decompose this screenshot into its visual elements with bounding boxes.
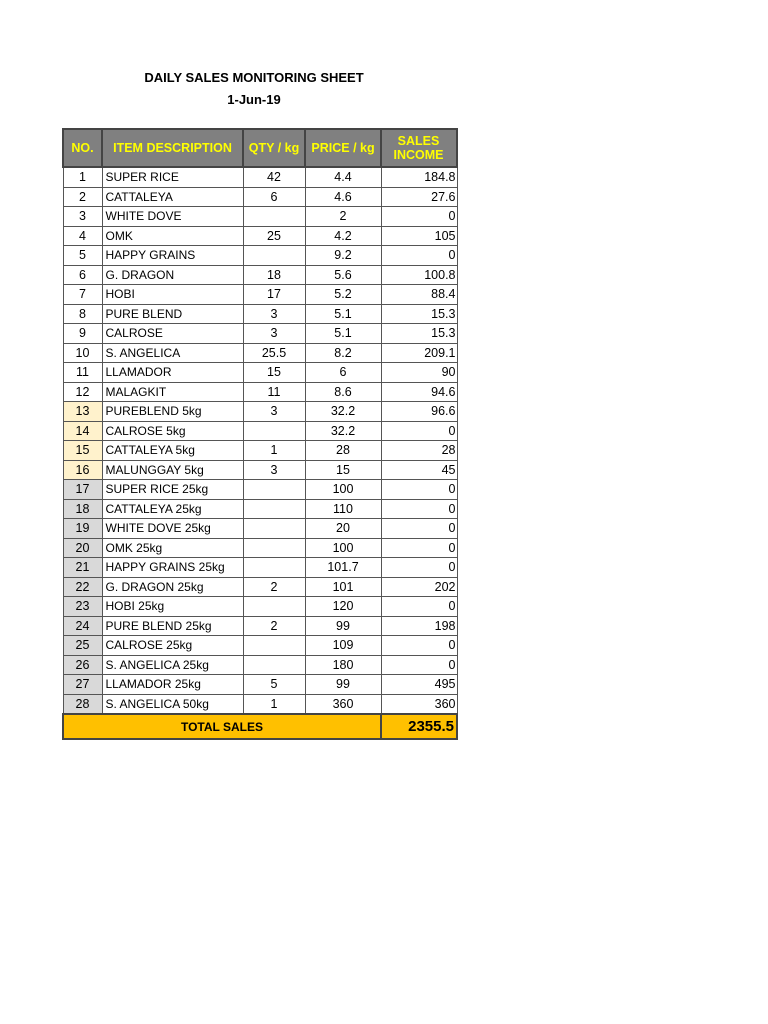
row-sales-income: 28	[381, 441, 457, 461]
row-item-description: PURE BLEND	[102, 304, 243, 324]
row-sales-income: 198	[381, 616, 457, 636]
table-row	[63, 207, 457, 227]
row-no: 15	[63, 441, 102, 461]
row-qty: 3	[243, 304, 305, 324]
row-sales-income: 27.6	[381, 187, 457, 207]
table-row	[63, 636, 457, 656]
row-item-description: MALAGKIT	[102, 382, 243, 402]
row-sales-income: 96.6	[381, 402, 457, 422]
row-item-description: MALUNGGAY 5kg	[102, 460, 243, 480]
row-qty: 11	[243, 382, 305, 402]
row-sales-income: 0	[381, 519, 457, 539]
header-sales-income-line1: SALES	[397, 134, 440, 148]
header-no: NO.	[63, 129, 102, 167]
row-no: 28	[63, 694, 102, 714]
sheet-date: 1-Jun-19	[227, 92, 281, 107]
row-price: 99	[305, 616, 381, 636]
table-row	[63, 285, 457, 305]
row-no: 16	[63, 460, 102, 480]
row-no: 6	[63, 265, 102, 285]
table-row	[63, 441, 457, 461]
row-sales-income: 0	[381, 480, 457, 500]
row-price: 5.6	[305, 265, 381, 285]
row-item-description: CATTALEYA	[102, 187, 243, 207]
row-no: 9	[63, 324, 102, 344]
row-sales-income: 0	[381, 207, 457, 227]
row-sales-income: 202	[381, 577, 457, 597]
row-sales-income: 88.4	[381, 285, 457, 305]
row-no: 21	[63, 558, 102, 578]
row-price: 101.7	[305, 558, 381, 578]
row-no: 10	[63, 343, 102, 363]
row-price: 99	[305, 675, 381, 695]
row-no: 26	[63, 655, 102, 675]
row-item-description: S. ANGELICA 25kg	[102, 655, 243, 675]
row-price: 6	[305, 363, 381, 383]
table-row	[63, 246, 457, 266]
table-row	[63, 402, 457, 422]
row-qty: 25.5	[243, 343, 305, 363]
row-sales-income: 0	[381, 636, 457, 656]
row-item-description: CALROSE 5kg	[102, 421, 243, 441]
table-row	[63, 499, 457, 519]
row-price: 20	[305, 519, 381, 539]
table-row	[63, 675, 457, 695]
row-qty: 2	[243, 577, 305, 597]
row-no: 7	[63, 285, 102, 305]
row-qty	[243, 538, 305, 558]
table-row	[63, 694, 457, 714]
row-price: 4.4	[305, 167, 381, 187]
table-row	[63, 558, 457, 578]
row-item-description: HAPPY GRAINS 25kg	[102, 558, 243, 578]
table-row	[63, 480, 457, 500]
table-row	[63, 324, 457, 344]
row-sales-income: 0	[381, 499, 457, 519]
row-sales-income: 100.8	[381, 265, 457, 285]
row-no: 8	[63, 304, 102, 324]
row-price: 180	[305, 655, 381, 675]
total-value: 2355.5	[381, 714, 457, 739]
header-sales-income-line2: INCOME	[393, 148, 444, 162]
row-item-description: HOBI 25kg	[102, 597, 243, 617]
row-no: 17	[63, 480, 102, 500]
row-item-description: G. DRAGON 25kg	[102, 577, 243, 597]
row-sales-income: 15.3	[381, 324, 457, 344]
row-item-description: LLAMADOR	[102, 363, 243, 383]
row-no: 22	[63, 577, 102, 597]
row-price: 5.1	[305, 324, 381, 344]
row-item-description: OMK	[102, 226, 243, 246]
row-price: 32.2	[305, 421, 381, 441]
row-no: 5	[63, 246, 102, 266]
row-price: 360	[305, 694, 381, 714]
row-item-description: S. ANGELICA 50kg	[102, 694, 243, 714]
row-price: 120	[305, 597, 381, 617]
row-price: 110	[305, 499, 381, 519]
row-no: 18	[63, 499, 102, 519]
header-sales-income	[381, 129, 457, 167]
row-item-description: CALROSE 25kg	[102, 636, 243, 656]
row-item-description: CATTALEYA 25kg	[102, 499, 243, 519]
row-sales-income: 0	[381, 246, 457, 266]
row-sales-income: 105	[381, 226, 457, 246]
row-no: 13	[63, 402, 102, 422]
row-qty	[243, 597, 305, 617]
row-sales-income: 209.1	[381, 343, 457, 363]
row-sales-income: 184.8	[381, 167, 457, 187]
row-no: 27	[63, 675, 102, 695]
row-item-description: HAPPY GRAINS	[102, 246, 243, 266]
row-sales-income: 0	[381, 597, 457, 617]
row-item-description: OMK 25kg	[102, 538, 243, 558]
row-price: 100	[305, 538, 381, 558]
table-body	[63, 167, 457, 714]
row-price: 100	[305, 480, 381, 500]
table-row	[63, 363, 457, 383]
header-qty: QTY / kg	[243, 129, 305, 167]
row-no: 12	[63, 382, 102, 402]
row-qty: 42	[243, 167, 305, 187]
row-item-description: CATTALEYA 5kg	[102, 441, 243, 461]
row-item-description: WHITE DOVE	[102, 207, 243, 227]
row-price: 28	[305, 441, 381, 461]
row-price: 109	[305, 636, 381, 656]
row-qty	[243, 480, 305, 500]
row-no: 20	[63, 538, 102, 558]
row-price: 8.2	[305, 343, 381, 363]
table-row	[63, 382, 457, 402]
row-sales-income: 94.6	[381, 382, 457, 402]
row-qty: 3	[243, 460, 305, 480]
row-item-description: HOBI	[102, 285, 243, 305]
sheet-title: DAILY SALES MONITORING SHEET	[144, 70, 364, 85]
row-sales-income: 15.3	[381, 304, 457, 324]
row-sales-income: 45	[381, 460, 457, 480]
row-qty: 1	[243, 441, 305, 461]
table-row	[63, 577, 457, 597]
row-no: 19	[63, 519, 102, 539]
row-sales-income: 0	[381, 655, 457, 675]
row-no: 24	[63, 616, 102, 636]
row-sales-income: 0	[381, 538, 457, 558]
row-qty	[243, 246, 305, 266]
table-row	[63, 226, 457, 246]
table-row	[63, 343, 457, 363]
row-qty	[243, 655, 305, 675]
row-no: 14	[63, 421, 102, 441]
header-item-description: ITEM DESCRIPTION	[102, 129, 243, 167]
row-item-description: PURE BLEND 25kg	[102, 616, 243, 636]
row-item-description: CALROSE	[102, 324, 243, 344]
row-no: 3	[63, 207, 102, 227]
row-item-description: S. ANGELICA	[102, 343, 243, 363]
row-item-description: SUPER RICE 25kg	[102, 480, 243, 500]
row-no: 1	[63, 167, 102, 187]
table-row	[63, 538, 457, 558]
total-row	[63, 714, 457, 739]
row-qty	[243, 421, 305, 441]
row-qty: 17	[243, 285, 305, 305]
row-price: 15	[305, 460, 381, 480]
table-row	[63, 167, 457, 187]
row-sales-income: 90	[381, 363, 457, 383]
row-sales-income: 0	[381, 421, 457, 441]
row-sales-income: 495	[381, 675, 457, 695]
row-price: 4.2	[305, 226, 381, 246]
row-sales-income: 360	[381, 694, 457, 714]
row-qty: 2	[243, 616, 305, 636]
table-row	[63, 304, 457, 324]
table-row	[63, 460, 457, 480]
table-row	[63, 616, 457, 636]
row-price: 32.2	[305, 402, 381, 422]
total-label: TOTAL SALES	[63, 714, 381, 739]
row-price: 101	[305, 577, 381, 597]
row-qty: 15	[243, 363, 305, 383]
row-qty: 25	[243, 226, 305, 246]
row-item-description: PUREBLEND 5kg	[102, 402, 243, 422]
row-qty	[243, 519, 305, 539]
row-no: 25	[63, 636, 102, 656]
sales-table	[62, 128, 458, 740]
table-row	[63, 187, 457, 207]
row-qty: 1	[243, 694, 305, 714]
row-qty: 3	[243, 324, 305, 344]
row-price: 8.6	[305, 382, 381, 402]
row-item-description: SUPER RICE	[102, 167, 243, 187]
row-price: 5.1	[305, 304, 381, 324]
header-price: PRICE / kg	[305, 129, 381, 167]
row-price: 2	[305, 207, 381, 227]
table-row	[63, 265, 457, 285]
row-no: 11	[63, 363, 102, 383]
table-row	[63, 519, 457, 539]
row-qty: 5	[243, 675, 305, 695]
row-qty: 6	[243, 187, 305, 207]
row-item-description: G. DRAGON	[102, 265, 243, 285]
table-row	[63, 655, 457, 675]
row-no: 4	[63, 226, 102, 246]
header-row	[63, 129, 457, 167]
table-row	[63, 597, 457, 617]
row-qty	[243, 558, 305, 578]
row-item-description: WHITE DOVE 25kg	[102, 519, 243, 539]
row-qty: 18	[243, 265, 305, 285]
row-price: 5.2	[305, 285, 381, 305]
row-price: 4.6	[305, 187, 381, 207]
row-no: 2	[63, 187, 102, 207]
row-sales-income: 0	[381, 558, 457, 578]
row-no: 23	[63, 597, 102, 617]
row-qty	[243, 499, 305, 519]
table-row	[63, 421, 457, 441]
row-price: 9.2	[305, 246, 381, 266]
row-qty: 3	[243, 402, 305, 422]
row-qty	[243, 636, 305, 656]
row-item-description: LLAMADOR 25kg	[102, 675, 243, 695]
row-qty	[243, 207, 305, 227]
